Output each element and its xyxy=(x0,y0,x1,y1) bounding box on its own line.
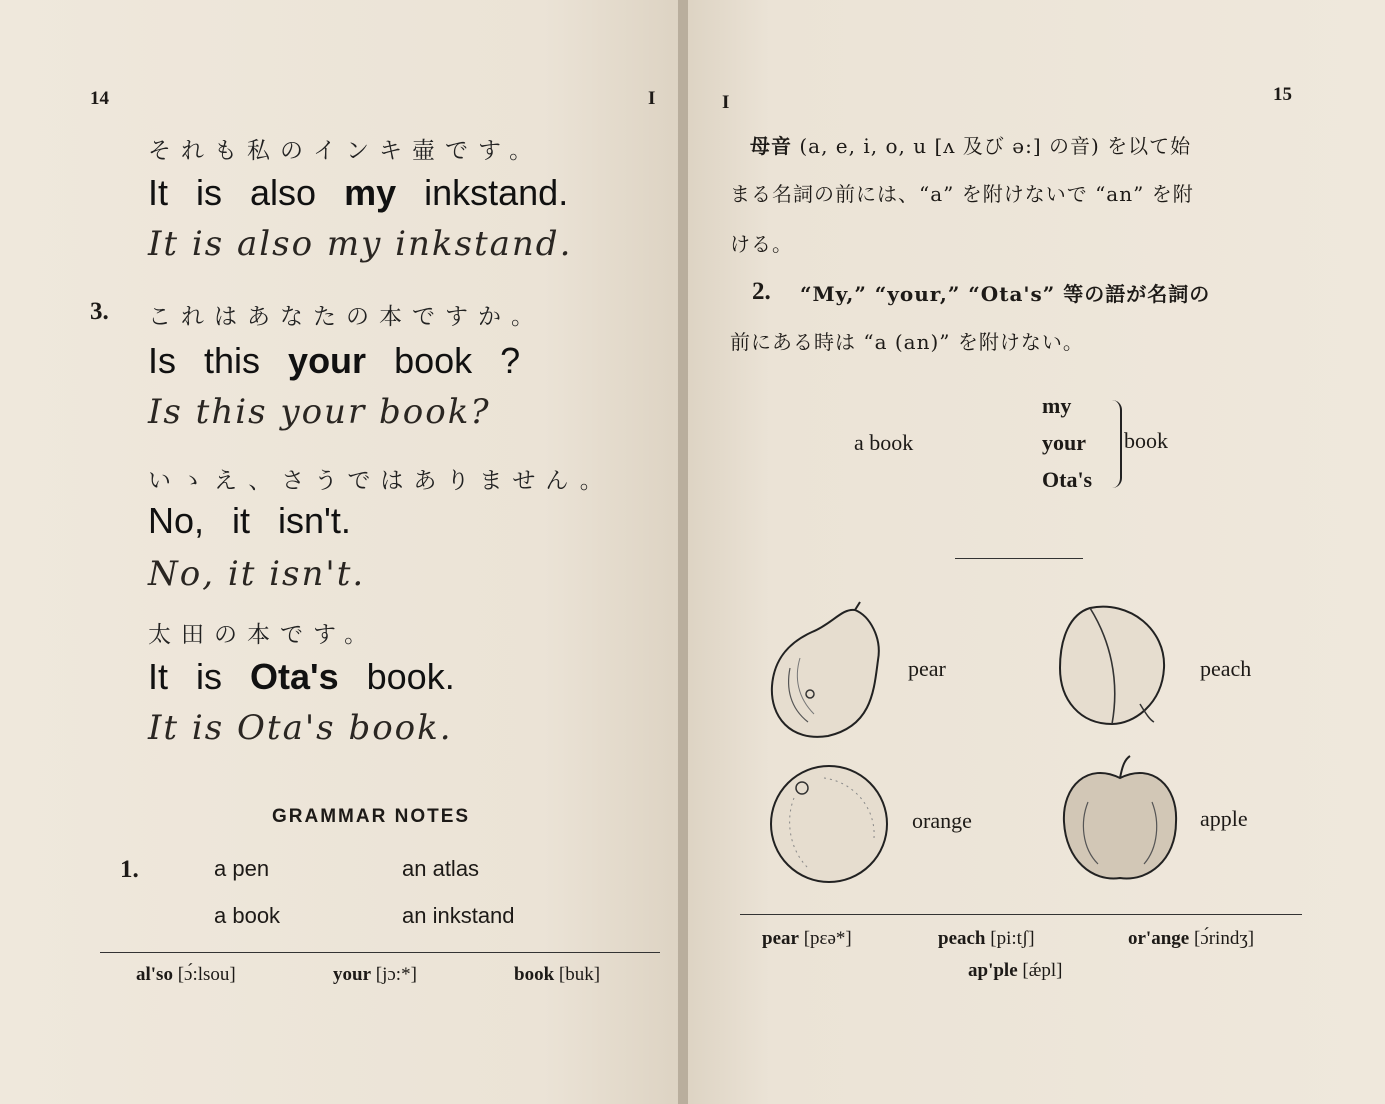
pron-pear-word: pear xyxy=(762,928,799,949)
pron-your xyxy=(333,964,417,986)
pron-peach-word: peach xyxy=(938,928,986,949)
pron-also xyxy=(136,964,236,986)
header-mark-right: I xyxy=(722,92,730,113)
pron-also-word: al'so xyxy=(136,964,173,985)
grammar-an-atlas: an atlas xyxy=(402,856,480,881)
pron-apple xyxy=(968,960,1062,982)
pronunciation-rule-right xyxy=(740,914,1302,915)
pron-orange-word: or'ange xyxy=(1128,928,1190,949)
note1-vowel-term: 母音 xyxy=(750,134,792,158)
japanese-line-2: これはあなたの本ですか。 xyxy=(148,304,544,330)
script-line-2: Is this your book? xyxy=(148,392,491,432)
pron-book-word: book xyxy=(514,964,555,985)
pron-peach xyxy=(938,928,1035,950)
japanese-line-4: 太田の本です。 xyxy=(148,622,378,648)
pron-also-ipa: [ɔ́:lsou] xyxy=(177,964,236,985)
example-book: book xyxy=(1124,428,1168,453)
pron-your-ipa: [jɔ:*] xyxy=(375,964,417,985)
pron-apple-ipa: [ǽpl] xyxy=(1022,960,1063,981)
english-line-1-post: inkstand. xyxy=(424,172,569,213)
pron-book-ipa: [buk] xyxy=(558,964,601,985)
fruit-label-pear: pear xyxy=(908,656,946,681)
pron-book xyxy=(514,964,600,986)
japanese-line-1: それも私のインキ壷です。 xyxy=(148,138,543,164)
grammar-a-book: a book xyxy=(214,903,281,928)
script-line-1: It is also my inkstand. xyxy=(148,224,573,264)
example-otas: Ota's xyxy=(1042,467,1093,492)
fruit-label-peach: peach xyxy=(1200,656,1252,681)
page-number-right: 15 xyxy=(1273,84,1292,105)
japanese-line-3: いゝえ、さうではありません。 xyxy=(148,468,613,494)
example-my: my xyxy=(1042,393,1072,418)
english-line-2 xyxy=(148,340,520,382)
english-line-2-bold: your xyxy=(288,340,367,381)
left-page xyxy=(0,0,680,1104)
pron-pear xyxy=(762,928,852,950)
pron-orange-ipa: [ɔ́rindʒ] xyxy=(1193,928,1255,949)
english-line-1-bold: my xyxy=(344,172,397,213)
pron-apple-word: ap'ple xyxy=(968,960,1018,981)
peach-illustration xyxy=(1050,600,1175,730)
script-line-3: No, it isn't. xyxy=(148,554,366,594)
grammar-a-pen: a pen xyxy=(214,856,270,881)
orange-illustration xyxy=(764,758,894,888)
fruit-label-apple: apple xyxy=(1200,806,1248,831)
grammar-number-1: 1. xyxy=(120,856,139,883)
short-divider xyxy=(955,558,1083,559)
pron-orange xyxy=(1128,928,1254,950)
fruit-label-orange: orange xyxy=(912,808,972,833)
english-line-4-bold: Ota's xyxy=(250,656,339,697)
page-number-left: 14 xyxy=(90,88,109,109)
script-line-4: It is Ota's book. xyxy=(148,708,453,748)
english-line-3: No, it isn't. xyxy=(148,500,351,541)
pron-peach-ipa: [pi:tʃ] xyxy=(990,928,1035,949)
apple-illustration xyxy=(1058,752,1183,887)
note1-line-1 xyxy=(750,130,1191,159)
example-a-book: a book xyxy=(854,430,914,455)
header-mark-left: I xyxy=(648,88,656,109)
section-number-3: 3. xyxy=(90,298,109,325)
english-line-2-pre: Is this xyxy=(148,340,261,381)
example-your: your xyxy=(1042,430,1086,455)
note1-line-2: まる名詞の前には、“a” を附けないで “an” を附 xyxy=(730,182,1194,206)
english-line-4-post: book. xyxy=(366,656,455,697)
english-line-1 xyxy=(148,172,568,214)
pron-pear-ipa: [pɛə*] xyxy=(803,928,852,949)
note1-line-3: ける。 xyxy=(730,232,793,256)
example-brace xyxy=(1110,400,1122,488)
english-line-4-pre: It is xyxy=(148,656,223,697)
section-number-2: 2. xyxy=(752,278,771,305)
book-gutter xyxy=(678,0,688,1104)
english-line-4 xyxy=(148,656,455,698)
note1-line-1-text: (a, e, i, o, u [ʌ 及び ə:] の音) を以て始 xyxy=(792,134,1192,158)
english-line-2-post: book ? xyxy=(394,340,521,381)
note2-line-2: 前にある時は “a (an)” を附けない。 xyxy=(730,330,1084,354)
pronunciation-rule-left xyxy=(100,952,660,953)
english-line-1-pre: It is also xyxy=(148,172,317,213)
pron-your-word: your xyxy=(333,964,371,985)
pear-illustration xyxy=(760,598,890,743)
grammar-notes-heading: GRAMMAR NOTES xyxy=(272,806,471,827)
note2-line-1: “My,” “your,” “Ota's” 等の語が名詞の xyxy=(800,282,1211,306)
grammar-an-inkstand: an inkstand xyxy=(402,903,515,928)
